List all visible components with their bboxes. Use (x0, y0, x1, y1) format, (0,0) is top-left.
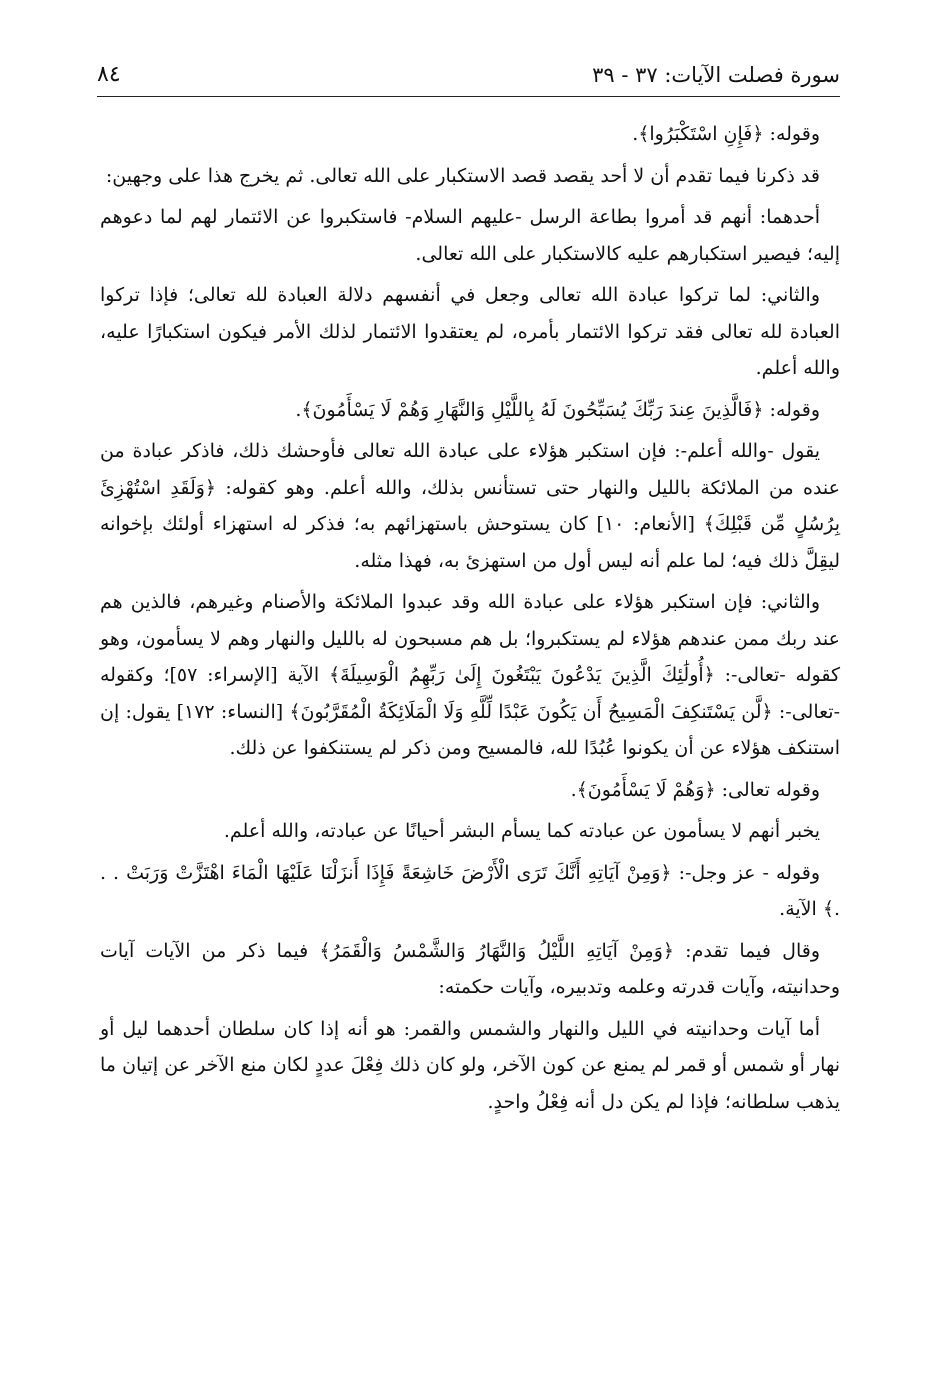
paragraph: يخبر أنهم لا يسأمون عن عبادته كما يسأم البشر أحيانًا عن عبادته، والله أعلم. (223, 820, 820, 842)
paragraph: يقول -والله أعلم-: فإن استكبر هؤلاء على عبادة الله تعالى فأوحشك ذلك، فاذكر عبادة من عنده من الملائكة بالليل والنهار حتى تستأنس بذلك، والله أعلم. وهو كقوله: ﴿وَلَقَدِ اسْتُهْزِئَ بِرُسُلٍ مِّن قَبْلِكَ﴾ [الأنعام: ١٠] كان يستوحش باستهزائهم به؛ فذكر له استهزاء أولئك بإخوانه ليقِلَّ ذلك فيه؛ لما علم أنه ليس أول من استهزئ به، فهذا مثله. (100, 440, 840, 572)
paragraph-verse-quote: وقوله: ﴿فَالَّذِينَ عِندَ رَبِّكَ يُسَبِّحُونَ لَهُ بِاللَّيْلِ وَالنَّهَارِ وَهُمْ لَا يَسْأَمُونَ﴾. (295, 398, 820, 421)
paragraph-verse-quote: وقوله: ﴿فَإِنِ اسْتَكْبَرُوا﴾. (632, 123, 820, 145)
page-number: ٨٤ (97, 62, 121, 87)
paragraph: أحدهما: أنهم قد أمروا بطاعة الرسل -عليهم السلام- فاستكبروا عن الائتمار لهم لما دعوهم إليه؛ فيصير استكبارهم عليه كالاستكبار على الله تعالى. (100, 206, 840, 265)
paragraph: والثاني: لما تركوا عبادة الله تعالى وجعل في أنفسهم دلالة العبادة لله تعالى؛ فإذا تركوا العبادة لله تعالى فقد تركوا الائتمار بأمره، لم يعتقدوا الائتمار لذلك الأمر فيكون استكبارًا عليه، والله أعلم. (100, 284, 840, 379)
paragraph: قد ذكرنا فيما تقدم أن لا أحد يقصد قصد الاستكبار على الله تعالى. ثم يخرج هذا على وجهين: (105, 164, 820, 187)
paragraph: والثاني: فإن استكبر هؤلاء على عبادة الله وقد عبدوا الملائكة والأصنام وغيرهم، فالذين هم عند ربك ممن عندهم هؤلاء لم يستكبروا؛ بل هم مسبحون له بالليل والنهار وهم لا يسأمون، وهو كقوله -تعالى-: ﴿أُولَٰئِكَ الَّذِينَ يَدْعُونَ يَبْتَغُونَ إِلَىٰ رَبِّهِمُ الْوَسِيلَةَ﴾ الآية [الإسراء: ٥٧]؛ وكقوله -تعالى-: ﴿لَّن يَسْتَنكِفَ الْمَسِيحُ أَن يَكُونَ عَبْدًا لِّلَّهِ وَلَا الْمَلَائِكَةُ الْمُقَرَّبُونَ﴾ [النساء: ١٧٢] يقول: إن استنكف هؤلاء عن أن يكونوا عُبُدًا لله، فالمسيح ومن ذكر لم يستنكفوا عن ذلك. (100, 591, 840, 759)
paragraph-verse-quote: وقوله تعالى: ﴿وَهُمْ لَا يَسْأَمُونَ﴾. (570, 778, 820, 801)
running-title: سورة فصلت الآيات: ٣٧ - ٣٩ (592, 63, 840, 87)
header-divider (97, 96, 840, 97)
paragraph: وقال فيما تقدم: ﴿وَمِنْ آيَاتِهِ اللَّيْلُ وَالنَّهَارُ وَالشَّمْسُ وَالْقَمَرُ﴾ فيما ذكر من الآيات آيات وحدانيته، وآيات قدرته وعلمه وتدبيره، وآيات حكمته: (100, 939, 840, 998)
body-text (100, 116, 840, 1125)
paragraph: أما آيات وحدانيته في الليل والنهار والشمس والقمر: هو أنه إذا كان سلطان أحدهما ليل أو نهار أو شمس أو قمر لم يمنع عن كون الآخر، ولو كان ذلك فِعْلَ عددٍ لكان منع الآخر عن إتيان ما يذهب سلطانه؛ فإذا لم يكن دل أنه فِعْلُ واحدٍ. (100, 1017, 840, 1113)
paragraph-verse-quote: وقوله - عز وجل-: ﴿وَمِنْ آيَاتِهِ أَنَّكَ تَرَى الْأَرْضَ خَاشِعَةً فَإِذَا أَنزَلْنَا عَلَيْهَا الْمَاءَ اهْتَزَّتْ وَرَبَتْ . . .﴾ الآية. (100, 861, 840, 920)
